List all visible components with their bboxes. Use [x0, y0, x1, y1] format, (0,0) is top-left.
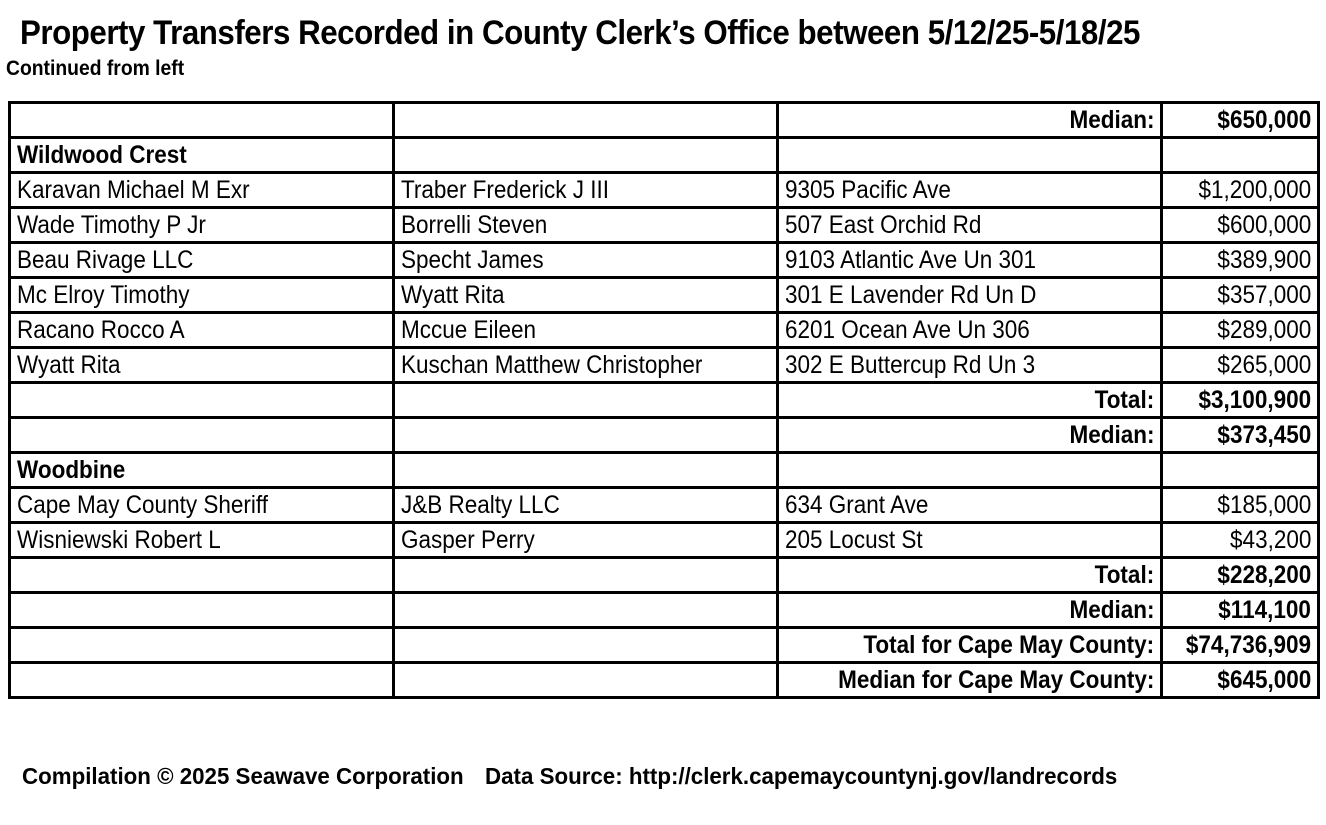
summary-label-cell — [778, 663, 1162, 698]
buyer-cell-text: Borrelli Steven — [401, 211, 548, 239]
table-row — [10, 488, 1319, 523]
summary-label-cell-text: Median: — [1068, 421, 1154, 449]
price-cell-text: $600,000 — [1217, 211, 1311, 239]
summary-label-cell — [778, 418, 1162, 453]
summary-value-cell-text: $228,200 — [1217, 561, 1311, 589]
empty-cell — [394, 383, 778, 418]
summary-label-cell — [778, 628, 1162, 663]
buyer-cell — [394, 348, 778, 383]
summary-value-cell — [1162, 593, 1319, 628]
address-cell — [778, 348, 1162, 383]
address-cell — [778, 523, 1162, 558]
buyer-cell — [394, 523, 778, 558]
empty-cell — [394, 593, 778, 628]
summary-row — [10, 558, 1319, 593]
seller-cell — [10, 173, 394, 208]
price-cell — [1162, 208, 1319, 243]
summary-value-cell — [1162, 418, 1319, 453]
price-cell-text: $289,000 — [1217, 316, 1311, 344]
buyer-cell — [394, 243, 778, 278]
empty-cell — [10, 663, 394, 698]
summary-label-cell — [778, 383, 1162, 418]
empty-cell — [394, 103, 778, 138]
seller-cell — [10, 488, 394, 523]
table-row — [10, 173, 1319, 208]
summary-label-cell — [778, 103, 1162, 138]
buyer-cell-text: Kuschan Matthew Christopher — [401, 351, 703, 379]
empty-cell — [10, 628, 394, 663]
buyer-cell-text: Traber Frederick J III — [401, 176, 609, 204]
buyer-cell-text: Wyatt Rita — [401, 281, 505, 309]
buyer-cell-text: Gasper Perry — [401, 526, 535, 554]
seller-cell-text: Wyatt Rita — [17, 351, 121, 379]
buyer-cell-text: Specht James — [401, 246, 544, 274]
address-cell — [778, 173, 1162, 208]
seller-cell — [10, 208, 394, 243]
section-header-row — [10, 453, 1319, 488]
empty-cell — [394, 663, 778, 698]
empty-cell — [394, 628, 778, 663]
price-cell-text: $1,200,000 — [1198, 176, 1311, 204]
address-cell-text: 6201 Ocean Ave Un 306 — [785, 316, 1030, 344]
address-cell-text: 9103 Atlantic Ave Un 301 — [785, 246, 1037, 274]
price-cell-text: $389,900 — [1217, 246, 1311, 274]
buyer-cell — [394, 173, 778, 208]
summary-row — [10, 628, 1319, 663]
summary-row — [10, 383, 1319, 418]
address-cell-text: 205 Locust St — [785, 526, 923, 554]
empty-cell — [394, 418, 778, 453]
summary-value-cell — [1162, 103, 1319, 138]
price-cell-text: $43,200 — [1229, 526, 1311, 554]
seller-cell — [10, 348, 394, 383]
property-transfers-table — [8, 101, 1320, 699]
section-name-cell-text: Woodbine — [17, 456, 126, 484]
summary-label-cell-text: Median for Cape May County: — [837, 666, 1154, 694]
table-row — [10, 243, 1319, 278]
table-body — [10, 103, 1319, 698]
seller-cell — [10, 313, 394, 348]
price-cell — [1162, 173, 1319, 208]
table-row — [10, 348, 1319, 383]
table-row — [10, 523, 1319, 558]
seller-cell-text: Racano Rocco A — [17, 316, 185, 344]
section-name-cell — [10, 138, 394, 173]
seller-cell-text: Beau Rivage LLC — [17, 246, 194, 274]
buyer-cell-text: Mccue Eileen — [401, 316, 537, 344]
address-cell — [778, 243, 1162, 278]
summary-value-cell-text: $650,000 — [1217, 106, 1311, 134]
address-cell-text: 302 E Buttercup Rd Un 3 — [785, 351, 1036, 379]
seller-cell-text: Wisniewski Robert L — [17, 526, 221, 554]
summary-value-cell — [1162, 558, 1319, 593]
summary-value-cell-text: $114,100 — [1218, 596, 1311, 624]
summary-label-cell — [778, 558, 1162, 593]
summary-row — [10, 103, 1319, 138]
buyer-cell — [394, 278, 778, 313]
summary-label-cell-text: Total: — [1094, 386, 1154, 414]
empty-cell — [10, 593, 394, 628]
price-cell-text: $357,000 — [1217, 281, 1311, 309]
empty-cell — [778, 138, 1162, 173]
address-cell-text: 9305 Pacific Ave — [785, 176, 951, 204]
price-cell-text: $265,000 — [1217, 351, 1311, 379]
seller-cell-text: Karavan Michael M Exr — [17, 176, 250, 204]
section-name-cell-text: Wildwood Crest — [17, 141, 187, 169]
summary-value-cell — [1162, 628, 1319, 663]
seller-cell — [10, 523, 394, 558]
empty-cell — [1162, 138, 1319, 173]
section-name-cell — [10, 453, 394, 488]
seller-cell — [10, 278, 394, 313]
buyer-cell — [394, 313, 778, 348]
section-header-row — [10, 138, 1319, 173]
empty-cell — [10, 558, 394, 593]
footer-data-source: Data Source: http://clerk.capemaycountynj.gov/landrecords — [485, 763, 1118, 789]
summary-row — [10, 418, 1319, 453]
price-cell — [1162, 488, 1319, 523]
page-subtitle: Continued from left — [6, 57, 185, 80]
summary-label-cell-text: Median: — [1068, 106, 1154, 134]
summary-label-cell-text: Median: — [1068, 596, 1154, 624]
footer-copyright: Compilation © 2025 Seawave Corporation — [22, 763, 464, 789]
page-title: Property Transfers Recorded in County Clerk’s Office between 5/12/25-5/18/25 — [20, 14, 1140, 52]
summary-label-cell-text: Total: — [1094, 561, 1154, 589]
empty-cell — [394, 558, 778, 593]
table-row — [10, 313, 1319, 348]
address-cell — [778, 278, 1162, 313]
summary-value-cell-text: $74,736,909 — [1185, 631, 1311, 659]
summary-row — [10, 593, 1319, 628]
empty-cell — [10, 383, 394, 418]
summary-value-cell-text: $3,100,900 — [1198, 386, 1311, 414]
buyer-cell — [394, 208, 778, 243]
summary-value-cell — [1162, 663, 1319, 698]
seller-cell-text: Cape May County Sheriff — [17, 491, 268, 519]
table-row — [10, 208, 1319, 243]
seller-cell-text: Mc Elroy Timothy — [17, 281, 190, 309]
summary-value-cell-text: $373,450 — [1217, 421, 1311, 449]
address-cell — [778, 488, 1162, 523]
address-cell-text: 634 Grant Ave — [785, 491, 929, 519]
summary-value-cell — [1162, 383, 1319, 418]
price-cell — [1162, 313, 1319, 348]
summary-row — [10, 663, 1319, 698]
price-cell — [1162, 278, 1319, 313]
empty-cell — [1162, 453, 1319, 488]
seller-cell — [10, 243, 394, 278]
empty-cell — [778, 453, 1162, 488]
footer — [22, 763, 1117, 790]
address-cell — [778, 313, 1162, 348]
buyer-cell — [394, 488, 778, 523]
address-cell — [778, 208, 1162, 243]
empty-cell — [394, 138, 778, 173]
address-cell-text: 301 E Lavender Rd Un D — [785, 281, 1037, 309]
price-cell — [1162, 243, 1319, 278]
table-row — [10, 278, 1319, 313]
seller-cell-text: Wade Timothy P Jr — [17, 211, 206, 239]
summary-label-cell-text: Total for Cape May County: — [863, 631, 1154, 659]
address-cell-text: 507 East Orchid Rd — [785, 211, 982, 239]
summary-label-cell — [778, 593, 1162, 628]
summary-value-cell-text: $645,000 — [1217, 666, 1311, 694]
buyer-cell-text: J&B Realty LLC — [401, 491, 560, 519]
price-cell — [1162, 348, 1319, 383]
price-cell — [1162, 523, 1319, 558]
empty-cell — [394, 453, 778, 488]
price-cell-text: $185,000 — [1217, 491, 1311, 519]
empty-cell — [10, 103, 394, 138]
empty-cell — [10, 418, 394, 453]
